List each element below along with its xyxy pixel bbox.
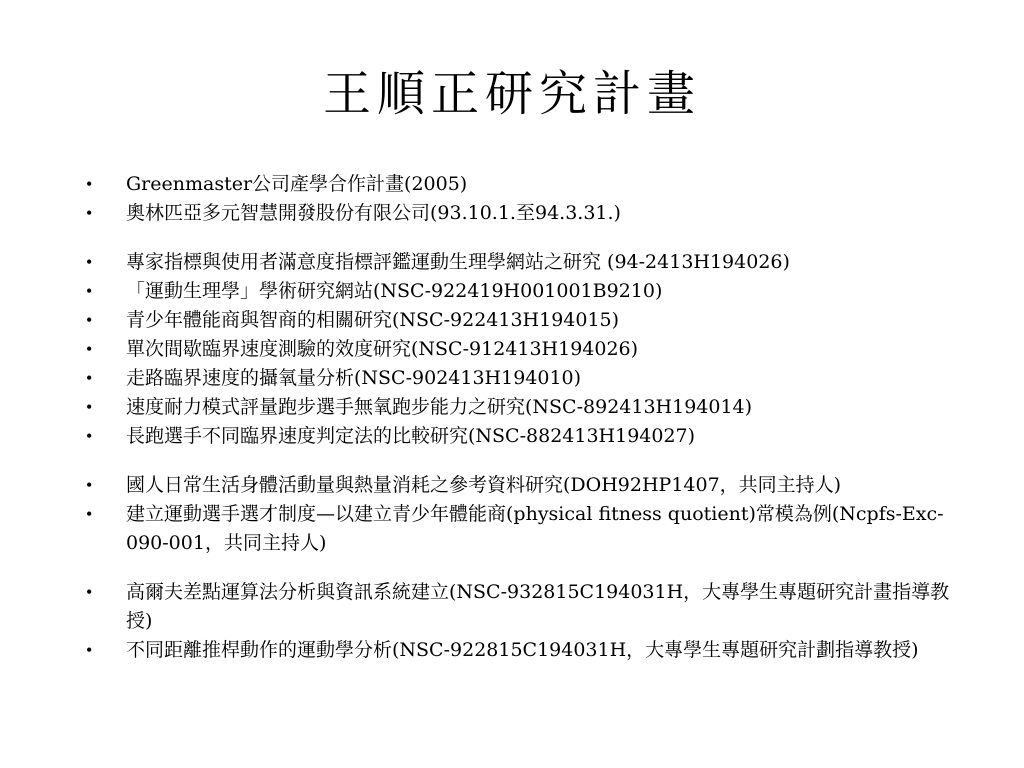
bullet-icon: • xyxy=(86,281,93,301)
list-item xyxy=(84,471,964,500)
group-co-pi-projects xyxy=(84,471,964,558)
group-student-projects xyxy=(84,578,964,665)
bullet-icon: • xyxy=(86,504,93,524)
bullet-icon: • xyxy=(86,339,93,359)
list-item-text: 速度耐力模式評量跑步選手無氧跑步能力之研究(NSC-892413H194014) xyxy=(126,396,753,418)
list-item-text: 青少年體能商與智商的相關研究(NSC-922413H194015) xyxy=(126,309,620,331)
list-item-text: 不同距離推桿動作的運動學分析(NSC-922815C194031H，大專學生專題研究計劃指導教授) xyxy=(126,639,919,661)
list-item xyxy=(84,199,964,228)
list-item xyxy=(84,277,964,306)
bullet-icon: • xyxy=(86,397,93,417)
list-item-text: 單次間歇臨界速度測驗的效度研究(NSC-912413H194026) xyxy=(126,338,639,360)
list-item-text: 建立運動選手選才制度—以建立青少年體能商(physical fitness quotient)常模為例(Ncpfs-Exc-090-001，共同主持人) xyxy=(126,503,944,554)
list-item-text: Greenmaster公司產學合作計畫(2005) xyxy=(126,173,468,195)
bullet-icon: • xyxy=(86,426,93,446)
list-item-text: 奧林匹亞多元智慧開發股份有限公司(93.10.1.至94.3.31.) xyxy=(126,202,621,224)
bullet-icon: • xyxy=(86,252,93,272)
list-item-text: 走路臨界速度的攝氧量分析(NSC-902413H194010) xyxy=(126,367,582,389)
list-item-text: 高爾夫差點運算法分析與資訊系統建立(NSC-932815C194031H，大專學生專題研究計畫指導教授) xyxy=(126,581,950,632)
slide-body xyxy=(84,170,964,665)
list-item xyxy=(84,578,964,636)
bullet-icon: • xyxy=(86,174,93,194)
list-item xyxy=(84,364,964,393)
bullet-icon: • xyxy=(86,203,93,223)
list-item-text: 國人日常生活身體活動量與熱量消耗之參考資料研究(DOH92HP1407，共同主持人) xyxy=(126,474,842,496)
list-item xyxy=(84,422,964,451)
list-item xyxy=(84,170,964,199)
group-industry-projects xyxy=(84,170,964,228)
list-item xyxy=(84,335,964,364)
group-nsc-projects xyxy=(84,248,964,451)
bullet-icon: • xyxy=(86,640,93,660)
list-item-text: 「運動生理學」學術研究網站(NSC-922419H001001B9210) xyxy=(126,280,663,302)
slide-title: 王順正研究計畫 xyxy=(322,66,701,122)
list-item xyxy=(84,636,964,665)
list-item-text: 專家指標與使用者滿意度指標評鑑運動生理學網站之研究 (94-2413H194026) xyxy=(126,251,790,273)
bullet-icon: • xyxy=(86,310,93,330)
list-item xyxy=(84,393,964,422)
list-item xyxy=(84,248,964,277)
list-item xyxy=(84,500,964,558)
bullet-icon: • xyxy=(86,582,93,602)
bullet-icon: • xyxy=(86,368,93,388)
bullet-icon: • xyxy=(86,475,93,495)
list-item xyxy=(84,306,964,335)
list-item-text: 長跑選手不同臨界速度判定法的比較研究(NSC-882413H194027) xyxy=(126,425,696,447)
